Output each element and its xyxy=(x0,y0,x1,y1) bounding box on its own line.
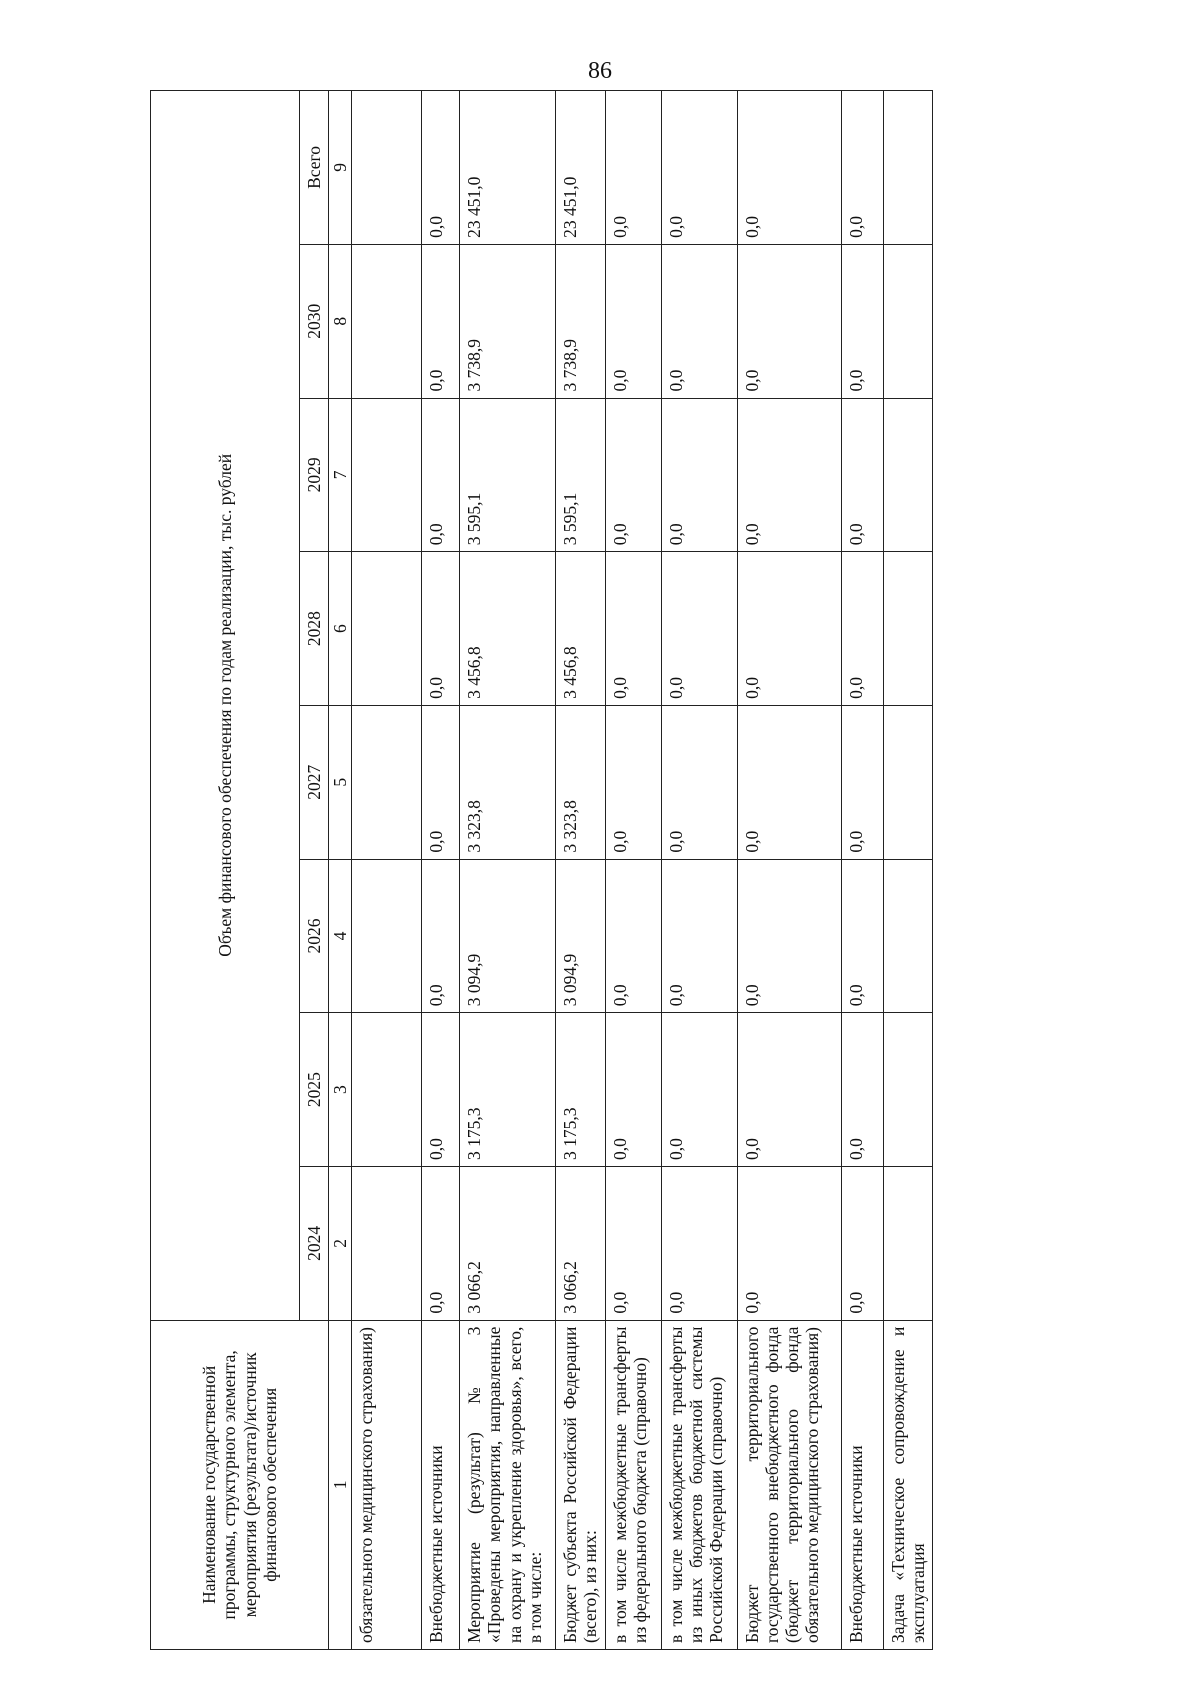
year-header: 2026 xyxy=(300,859,329,1013)
row-name-cell: в том числе межбюджетные трансферты из иных бюджетов бюджетной системы Российской Федерации (справочно) xyxy=(661,1320,737,1649)
table-row xyxy=(737,91,841,1650)
value-cell: 3 456,8 xyxy=(556,552,605,706)
value-cell xyxy=(883,91,932,245)
value-cell: 0,0 xyxy=(422,859,460,1013)
table-body xyxy=(352,91,933,1650)
value-cell: 0,0 xyxy=(661,859,737,1013)
value-cell xyxy=(352,91,422,245)
value-cell: 0,0 xyxy=(737,244,841,398)
year-header: 2028 xyxy=(300,552,329,706)
value-cell xyxy=(883,705,932,859)
column-number: 2 xyxy=(329,1166,352,1320)
column-number: 6 xyxy=(329,552,352,706)
value-cell: 0,0 xyxy=(841,859,883,1013)
row-name-cell: Бюджет территориального государственного внебюджетного фонда (бюджет территориального фонда обязательного медицинского страхования) xyxy=(737,1320,841,1649)
column-number: 9 xyxy=(329,91,352,245)
value-cell: 3 323,8 xyxy=(460,705,556,859)
table-row xyxy=(661,91,737,1650)
value-cell: 0,0 xyxy=(841,244,883,398)
value-cell xyxy=(883,1013,932,1167)
table-row xyxy=(605,91,661,1650)
column-number-row xyxy=(329,91,352,1650)
value-cell xyxy=(883,398,932,552)
total-header: Всего xyxy=(300,91,329,245)
value-cell: 0,0 xyxy=(605,859,661,1013)
value-cell: 0,0 xyxy=(422,1166,460,1320)
row-name-cell: Внебюджетные источники xyxy=(841,1320,883,1649)
value-cell: 0,0 xyxy=(737,1166,841,1320)
value-cell: 0,0 xyxy=(605,91,661,245)
year-header: 2030 xyxy=(300,244,329,398)
value-cell: 0,0 xyxy=(422,1013,460,1167)
value-cell: 0,0 xyxy=(605,244,661,398)
value-cell: 0,0 xyxy=(661,705,737,859)
value-cell: 3 595,1 xyxy=(556,398,605,552)
column-number: 4 xyxy=(329,859,352,1013)
value-cell: 0,0 xyxy=(737,398,841,552)
column-number: 1 xyxy=(329,1320,352,1649)
value-cell: 0,0 xyxy=(661,1166,737,1320)
value-cell xyxy=(883,859,932,1013)
value-cell: 0,0 xyxy=(605,552,661,706)
value-cell xyxy=(352,552,422,706)
value-cell: 3 595,1 xyxy=(460,398,556,552)
volume-header: Объем финансового обеспечения по годам реализации, тыс. рублей xyxy=(151,91,300,1321)
value-cell: 0,0 xyxy=(422,398,460,552)
table-row xyxy=(841,91,883,1650)
value-cell: 0,0 xyxy=(605,398,661,552)
name-column-header: Наименование государственной программы, структурного элемента, мероприятия (результата)/источник финансового обеспечения xyxy=(151,1320,329,1649)
value-cell: 0,0 xyxy=(661,1013,737,1167)
value-cell xyxy=(352,244,422,398)
value-cell: 0,0 xyxy=(841,552,883,706)
row-name-cell: Внебюджетные источники xyxy=(422,1320,460,1649)
row-name-cell: Мероприятие (результат) № 3 «Проведены мероприятия, направленные на охрану и укрепление здоровья», всего, в том числе: xyxy=(460,1320,556,1649)
value-cell: 0,0 xyxy=(737,552,841,706)
value-cell xyxy=(352,705,422,859)
column-number: 5 xyxy=(329,705,352,859)
row-name-cell: в том числе межбюджетные трансферты из федерального бюджета (справочно) xyxy=(605,1320,661,1649)
value-cell xyxy=(352,1166,422,1320)
year-header: 2027 xyxy=(300,705,329,859)
value-cell: 3 738,9 xyxy=(460,244,556,398)
value-cell: 0,0 xyxy=(737,91,841,245)
column-number: 7 xyxy=(329,398,352,552)
row-name-cell: обязательного медицинского страхования) xyxy=(352,1320,422,1649)
value-cell xyxy=(883,1166,932,1320)
value-cell: 0,0 xyxy=(841,1013,883,1167)
value-cell xyxy=(883,244,932,398)
value-cell: 3 066,2 xyxy=(460,1166,556,1320)
value-cell: 0,0 xyxy=(422,705,460,859)
row-name-cell: Бюджет субъекта Российской Федерации (всего), из них: xyxy=(556,1320,605,1649)
value-cell: 23 451,0 xyxy=(460,91,556,245)
value-cell: 3 175,3 xyxy=(460,1013,556,1167)
table-row xyxy=(352,91,422,1650)
value-cell: 0,0 xyxy=(737,1013,841,1167)
table-row xyxy=(883,91,932,1650)
value-cell: 0,0 xyxy=(661,91,737,245)
value-cell: 0,0 xyxy=(737,705,841,859)
value-cell: 0,0 xyxy=(841,398,883,552)
value-cell: 3 175,3 xyxy=(556,1013,605,1167)
value-cell: 0,0 xyxy=(605,705,661,859)
value-cell: 0,0 xyxy=(605,1166,661,1320)
value-cell: 3 066,2 xyxy=(556,1166,605,1320)
year-header: 2024 xyxy=(300,1166,329,1320)
value-cell: 3 094,9 xyxy=(460,859,556,1013)
value-cell xyxy=(352,398,422,552)
value-cell: 0,0 xyxy=(841,91,883,245)
value-cell: 0,0 xyxy=(841,705,883,859)
rotated-table-container xyxy=(150,90,1050,1650)
value-cell xyxy=(352,859,422,1013)
financing-table xyxy=(150,90,933,1650)
value-cell: 0,0 xyxy=(605,1013,661,1167)
value-cell: 0,0 xyxy=(422,91,460,245)
value-cell: 0,0 xyxy=(422,552,460,706)
value-cell: 0,0 xyxy=(661,552,737,706)
value-cell: 0,0 xyxy=(661,398,737,552)
value-cell xyxy=(352,1013,422,1167)
value-cell: 3 094,9 xyxy=(556,859,605,1013)
value-cell: 0,0 xyxy=(841,1166,883,1320)
year-header: 2025 xyxy=(300,1013,329,1167)
value-cell: 3 456,8 xyxy=(460,552,556,706)
column-number: 8 xyxy=(329,244,352,398)
year-header: 2029 xyxy=(300,398,329,552)
column-number: 3 xyxy=(329,1013,352,1167)
value-cell: 0,0 xyxy=(422,244,460,398)
row-name-cell: Задача «Техническое сопровождение и эксплуатация xyxy=(883,1320,932,1649)
page-number: 86 xyxy=(588,58,612,84)
value-cell: 3 323,8 xyxy=(556,705,605,859)
value-cell: 3 738,9 xyxy=(556,244,605,398)
table-row xyxy=(460,91,556,1650)
value-cell: 0,0 xyxy=(737,859,841,1013)
table-row xyxy=(556,91,605,1650)
value-cell: 0,0 xyxy=(661,244,737,398)
value-cell: 23 451,0 xyxy=(556,91,605,245)
value-cell xyxy=(883,552,932,706)
table-row xyxy=(422,91,460,1650)
